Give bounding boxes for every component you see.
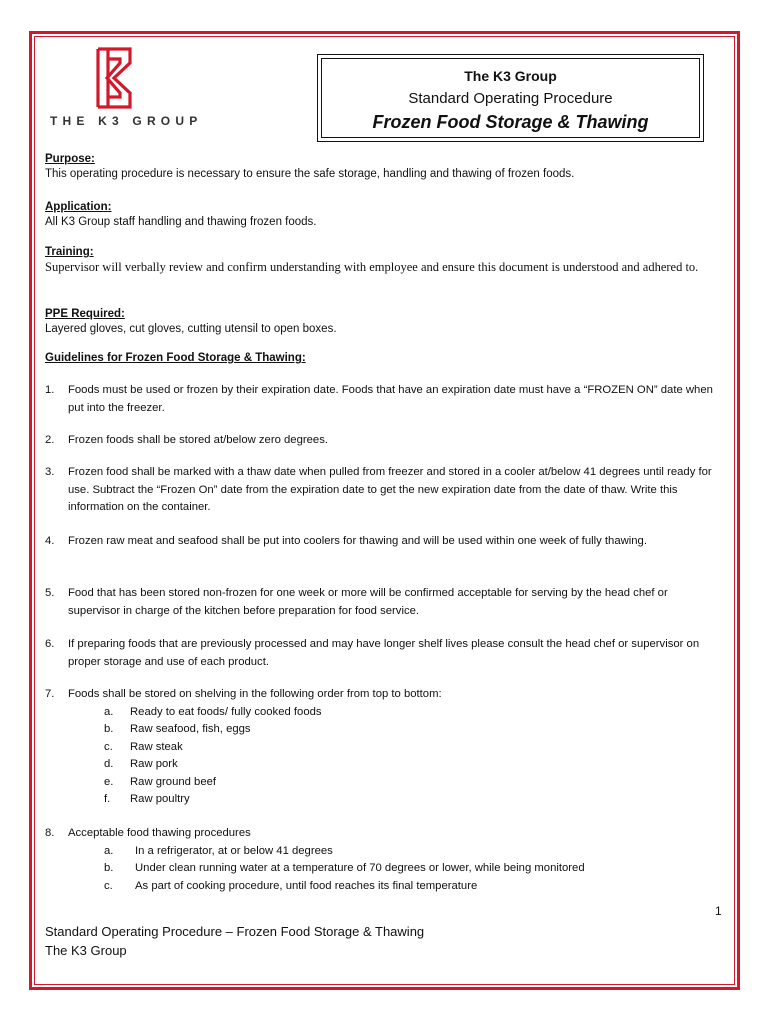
application-section xyxy=(45,200,715,230)
item-number: 5. xyxy=(45,587,55,599)
thawing-list-item: c. As part of cooking procedure, until food reaches its final temperature xyxy=(104,880,478,892)
guideline-item xyxy=(45,585,720,620)
item-text: Frozen food shall be marked with a thaw date when pulled from freezer and stored in a cooler at/below 41 degrees until ready for use. Subtract the “Frozen On” date from the expiration date to get the new expiration date from the date of thaw. Write this information on the container. xyxy=(68,466,712,513)
item-text: Acceptable food thawing procedures xyxy=(68,827,251,839)
guideline-item xyxy=(45,636,720,671)
shelving-list-item: a. Ready to eat foods/ fully cooked foods xyxy=(104,706,322,718)
item-number: 1. xyxy=(45,384,55,396)
footer-line1: Standard Operating Procedure – Frozen Food Storage & Thawing xyxy=(45,924,425,939)
training-text: Supervisor will verbally review and confirm understanding with employee and ensure this document is understood and adhered to. xyxy=(45,260,699,274)
training-section xyxy=(45,245,715,276)
footer-line2: The K3 Group xyxy=(45,943,127,958)
thawing-list-item: b. Under clean running water at a temperature of 70 degrees or lower, while being monitored xyxy=(104,862,585,874)
item-text: Foods shall be stored on shelving in the following order from top to bottom: xyxy=(68,688,442,700)
purpose-heading: Purpose: xyxy=(45,153,95,165)
item-number: 4. xyxy=(45,535,55,547)
purpose-text: This operating procedure is necessary to ensure the safe storage, handling and thawing of frozen foods. xyxy=(45,168,575,180)
item-text: Food that has been stored non-frozen for one week or more will be confirmed acceptable for serving by the head chef or supervisor in charge of the kitchen before preparation for food service. xyxy=(68,587,668,617)
guideline-item xyxy=(45,533,720,551)
document-title: Frozen Food Storage & Thawing xyxy=(372,112,649,132)
company-name: The K3 Group xyxy=(464,68,557,84)
ppe-heading: PPE Required: xyxy=(45,308,125,320)
guidelines-heading: Guidelines for Frozen Food Storage & Thawing: xyxy=(45,352,306,364)
item-text: Frozen foods shall be stored at/below zero degrees. xyxy=(68,434,328,446)
shelving-list-item: d. Raw pork xyxy=(104,758,178,770)
item-text: Foods must be used or frozen by their expiration date. Foods that have an expiration date must have a “FROZEN ON” date when put into the freezer. xyxy=(68,384,713,414)
guideline-item xyxy=(45,825,720,843)
guideline-item xyxy=(45,382,720,417)
purpose-section xyxy=(45,152,715,182)
training-heading: Training: xyxy=(45,246,94,258)
item-number: 3. xyxy=(45,466,55,478)
document-type: Standard Operating Procedure xyxy=(408,90,613,107)
title-box xyxy=(317,54,704,142)
shelving-list-item: c. Raw steak xyxy=(104,741,183,753)
footer xyxy=(45,922,424,960)
item-number: 2. xyxy=(45,434,55,446)
item-text: Frozen raw meat and seafood shall be put into coolers for thawing and will be used within one week of fully thawing. xyxy=(68,535,647,547)
company-logo-text: THE K3 GROUP xyxy=(50,114,203,128)
item-number: 6. xyxy=(45,638,55,650)
shelving-list-item: b. Raw seafood, fish, eggs xyxy=(104,723,251,735)
application-text: All K3 Group staff handling and thawing frozen foods. xyxy=(45,216,317,228)
shelving-list-item: f. Raw poultry xyxy=(104,793,190,805)
item-text: If preparing foods that are previously processed and may have longer shelf lives please consult the head chef or supervisor on proper storage and use of each product. xyxy=(68,638,700,668)
thawing-list-item: a. In a refrigerator, at or below 41 degrees xyxy=(104,845,333,857)
application-heading: Application: xyxy=(45,201,112,213)
ppe-section xyxy=(45,307,715,337)
guideline-item xyxy=(45,686,720,704)
guideline-item xyxy=(45,464,720,517)
item-number: 7. xyxy=(45,688,55,700)
page-number: 1 xyxy=(715,904,722,918)
shelving-list-item: e. Raw ground beef xyxy=(104,776,217,788)
item-number: 8. xyxy=(45,827,55,839)
guideline-item xyxy=(45,432,720,450)
ppe-text: Layered gloves, cut gloves, cutting utensil to open boxes. xyxy=(45,323,337,335)
